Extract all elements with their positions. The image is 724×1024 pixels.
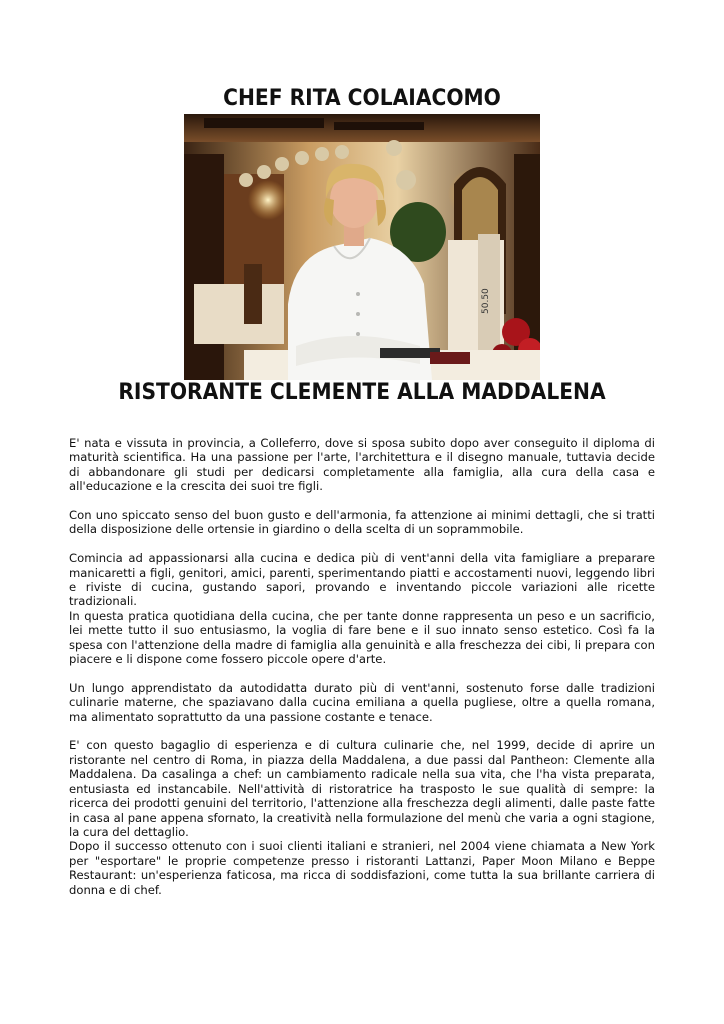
paragraph-5: Un lungo apprendistato da autodidatta durato più di vent'anni, sostenuto forse dalle tradizioni culinarie materne, che spaziavano dalla cucina emiliana a quella pugliese, oltre a quella romana, ma alimentato soprattutto da una passione costante e tenace. xyxy=(69,680,655,724)
biography-text xyxy=(69,436,655,911)
paragraph-2: Con uno spiccato senso del buon gusto e dell'armonia, fa attenzione ai minimi dettagli, che si tratti della disposizione delle ortensie in giardino o della scelta di un soprammobile. xyxy=(69,508,655,537)
paragraph-6: E' con questo bagaglio di esperienza e di cultura culinarie che, nel 1999, decide di aprire un ristorante nel centro di Roma, in piazza della Maddalena, a due passi dal Pantheon: Clemente alla Maddalena. Da casalinga a chef: un cambiamento radicale nella sua vita, che l'ha vista preparata, entusiasta ed instancabile. Nell'attività di ristoratrice ha trasposto le sue qualità di sempre: la ricerca dei prodotti genuini del territorio, l'attenzione alla freschezza degli alimenti, dalle paste fatte in casa al pane appena sfornato, la creatività nella formulazione del menù che varia a ogni stagione, la cura del dettaglio. xyxy=(69,738,655,839)
paragraph-3: Comincia ad appassionarsi alla cucina e dedica più di vent'anni della vita famigliare a preparare manicaretti a figli, genitori, amici, parenti, sperimentando piatti e accostamenti nuovi, leggendo libri e riviste di cucina, gustando sapori, provando e inventando piccole variazioni alle ricette tradizionali. xyxy=(69,551,655,609)
paragraph-4: In questa pratica quotidiana della cucina, che per tante donne rappresenta un peso e un sacrificio, lei mette tutto il suo entusiasmo, la voglia di fare bene e il suo innato senso estetico. Così fa la spesa con l'attenzione della madre di famiglia alla genuinità e alla freschezza dei cibi, li prepara con piacere e li dispone come fossero piccole opere d'arte. xyxy=(69,608,655,667)
restaurant-title: RISTORANTE CLEMENTE ALLA MADDALENA xyxy=(118,380,606,405)
page-title: CHEF RITA COLAIACOMO xyxy=(223,86,501,111)
chef-photo xyxy=(184,114,540,380)
wine-box-label: 50.50 xyxy=(481,288,491,314)
paragraph-7: Dopo il successo ottenuto con i suoi clienti italiani e stranieri, nel 2004 viene chiamata a New York per "esportare" le proprie competenze presso i ristoranti Lattanzi, Paper Moon Milano e Beppe Restaurant: un'esperienza faticosa, ma ricca di soddisfazioni, come tutta la sua brillante carriera di donna e di chef. xyxy=(69,839,655,897)
chef-portrait-illustration xyxy=(184,114,540,380)
paragraph-1: E' nata e vissuta in provincia, a Colleferro, dove si sposa subito dopo aver conseguito il diploma di maturità scientifica. Ha una passione per l'arte, l'architettura e il disegno manuale, tuttavia decide di abbandonare gli studi per dedicarsi completamente alla famiglia, alla cura della casa e all'educazione e la crescita dei suoi tre figli. xyxy=(69,436,655,494)
